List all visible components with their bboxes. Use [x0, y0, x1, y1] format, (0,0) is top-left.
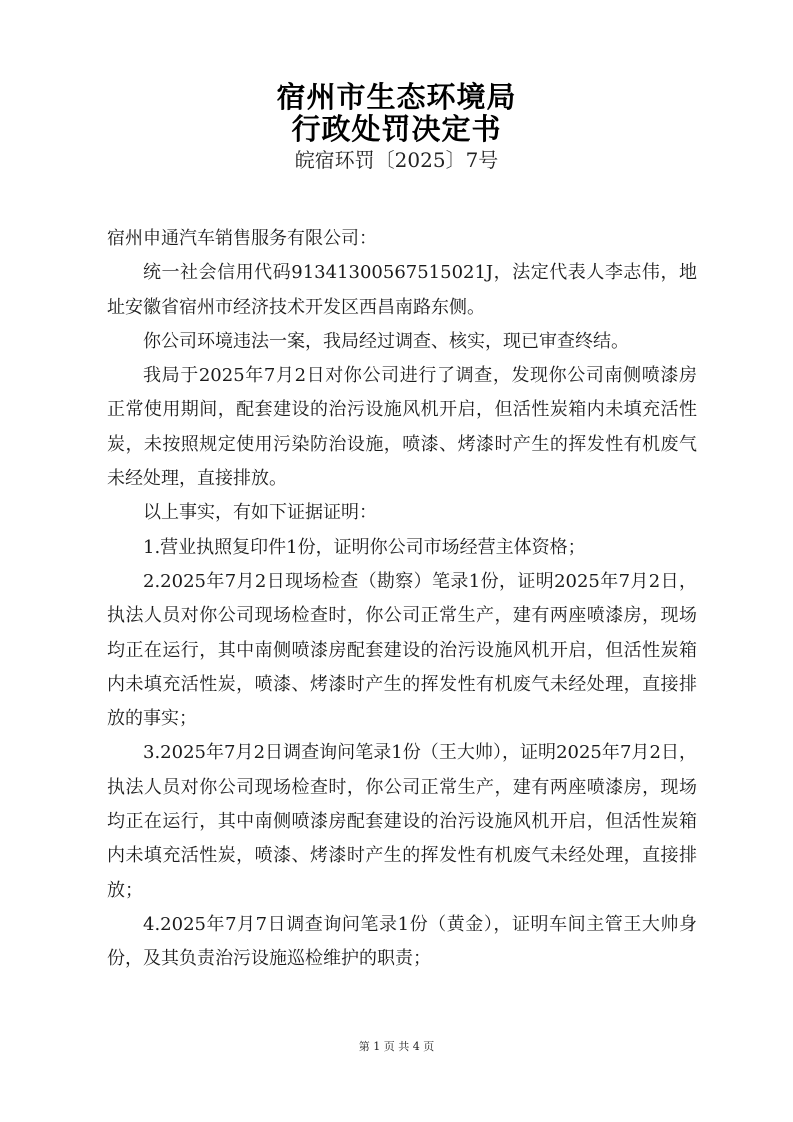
document-title-agency: 宿州市生态环境局 — [276, 80, 517, 114]
evidence-item-4: 4.2025年7月7日调查询问笔录1份（黄金），证明车间主管王大帅身份，及其负责治污设施巡检维护的职责； — [107, 913, 697, 970]
addressee: 宿州申通汽车销售服务有限公司： — [107, 228, 377, 249]
evidence-item-3: 3.2025年7月2日调查询问笔录1份（王大帅），证明2025年7月2日，执法人员对你公司现场检查时，你公司正常生产，建有两座喷漆房，现场均正在运行，其中南侧喷漆房配套建设的治污设施风机开启，但活性炭箱内未填充活性炭，喷漆、烤漆时产生的挥发性有机废气未经处理，直接排放； — [107, 742, 697, 901]
page-footer: 第 1 页 共 4 页 — [358, 1040, 435, 1053]
evidence-item-1: 1.营业执照复印件1份，证明你公司市场经营主体资格； — [143, 536, 586, 558]
document-body — [107, 222, 697, 977]
evidence-item-2: 2.2025年7月2日现场检查（勘察）笔录1份，证明2025年7月2日，执法人员对你公司现场检查时，你公司正常生产，建有两座喷漆房，现场均正在运行，其中南侧喷漆房配套建设的治污设施风机开启，但活性炭箱内未填充活性炭，喷漆、烤漆时产生的挥发性有机废气未经处理，直接排放的事实； — [107, 570, 697, 730]
paragraph-company-info: 统一社会信用代码91341300567515021J，法定代表人李志伟，地址安徽省宿州市经济技术开发区西昌南路东侧。 — [107, 262, 697, 318]
paragraph-investigation: 我局于2025年7月2日对你公司进行了调查，发现你公司南侧喷漆房正常使用期间，配套建设的治污设施风机开启，但活性炭箱内未填充活性炭，未按照规定使用污染防治设施，喷漆、烤漆时产生的挥发性有机废气未经处理，直接排放。 — [107, 365, 697, 490]
paragraph-case-summary: 你公司环境违法一案，我局经过调查、核实，现已审查终结。 — [143, 330, 629, 352]
paragraph-evidence-intro: 以上事实，有如下证据证明： — [143, 502, 377, 524]
document-title-type: 行政处罚决定书 — [291, 112, 502, 146]
document-number: 皖宿环罚〔2025〕7号 — [294, 148, 499, 172]
